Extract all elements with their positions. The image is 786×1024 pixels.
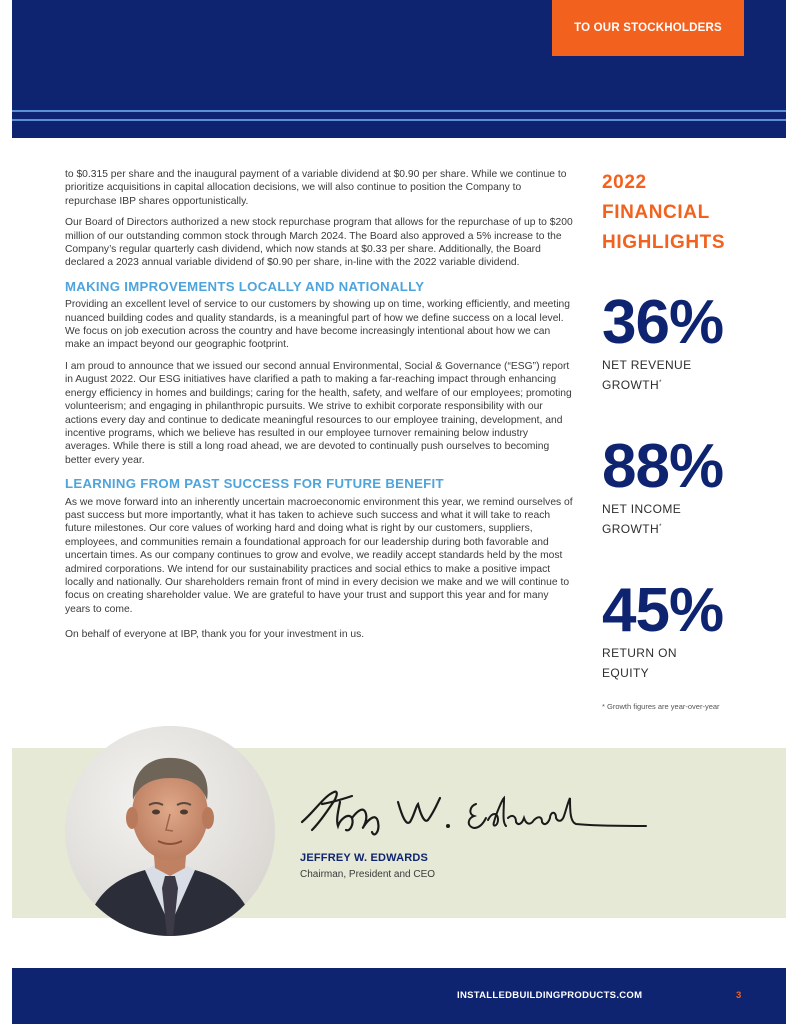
stat-label-line2: GROWTH* — [602, 522, 662, 536]
closing-paragraph: On behalf of everyone at IBP, thank you for your investment in us. — [65, 629, 365, 641]
stat-label — [602, 500, 772, 538]
stat-value: 36% — [602, 288, 724, 357]
highlights-title-line2: FINANCIAL — [602, 202, 710, 223]
header-rule-top — [12, 110, 786, 112]
stat-label-line2: EQUITY — [602, 666, 650, 680]
paragraph: to $0.315 per share and the inaugural payment of a variable dividend at $0.90 per share. While we continue to prioritize acquisitions in capital allocation decisions, we will also continue to position the Company to repurchase IBP shares opportunistically. — [65, 169, 567, 207]
highlights-footnote: * Growth figures are year-over-year — [602, 702, 720, 711]
signer-title: Chairman, President and CEO — [300, 869, 436, 880]
header-rule-bottom — [12, 119, 786, 121]
section-tab: TO OUR STOCKHOLDERS — [552, 0, 744, 56]
footnote-mark: * — [659, 380, 662, 386]
footnote-mark: * — [659, 524, 662, 530]
page-number: 3 — [736, 990, 742, 1001]
stat-label-line1: NET INCOME — [602, 502, 682, 516]
website-link[interactable]: INSTALLEDBUILDINGPRODUCTS.COM — [457, 990, 643, 1001]
stat-label-line1: NET REVENUE — [602, 358, 692, 372]
footer-band — [12, 968, 786, 1024]
financial-highlights — [602, 168, 772, 711]
section-heading: LEARNING FROM PAST SUCCESS FOR FUTURE BENEFIT — [65, 476, 444, 492]
signature-image — [294, 782, 654, 842]
highlights-title-year: 2022 — [602, 172, 647, 193]
stat-value: 88% — [602, 432, 724, 501]
stat-net-revenue — [602, 288, 772, 394]
ceo-portrait — [65, 726, 275, 936]
stat-net-income — [602, 432, 772, 538]
stat-label — [602, 644, 772, 682]
highlights-title — [602, 168, 772, 258]
stat-label — [602, 356, 772, 394]
signer-name: JEFFREY W. EDWARDS — [300, 852, 429, 864]
stat-return-on-equity — [602, 576, 772, 682]
highlights-title-line3: HIGHLIGHTS — [602, 232, 726, 253]
stat-value: 45% — [602, 576, 724, 645]
stat-label-line2: GROWTH* — [602, 378, 662, 392]
portrait-illustration — [65, 726, 275, 936]
letter-body — [65, 168, 573, 650]
paragraph: Our Board of Directors authorized a new stock repurchase program that allows for the repurchase of up to $200 million of our outstanding common stock through March 2024. The Board also approved a 5% increase to the Company’s regular quarterly cash dividend, which now stands at $0.33 per share. Additionally, the Board declared a 2023 annual variable dividend of $0.90 per share, in-line with the 2022 variable dividend. — [65, 217, 573, 269]
paragraph: Providing an excellent level of service to our customers by showing up on time, working efficiently, and meeting nuanced building codes and quality standards, is a meaningful part of how we define success on a local level. We focus on job execution across the country and have become increasingly intentional about how we can make an impact beyond our geographic footprint. — [65, 299, 570, 351]
paragraph: As we move forward into an inherently uncertain macroeconomic environment this year, we remind ourselves of past success but more importantly, what it has taken to achieve such success and what it will take to reach future milestones. Our core values of working hard and doing what is right by our customers, suppliers, employees, and communities remain a foundational approach for our leadership during both favorable and uncertain times. As our company continues to grow and evolve, we readily accept standards held by the most admired corporations. We intend for our sustainability practices and social ethics to make a positive impact locally and nationally. Our shareholders remain front of mind in every decision we make and we will continue to focus on creating shareholder value. We are grateful to have your trust and support this year and for many years to come. — [65, 496, 573, 615]
section-heading: MAKING IMPROVEMENTS LOCALLY AND NATIONALLY — [65, 278, 425, 294]
paragraph: I am proud to announce that we issued our second annual Environmental, Social & Governance (“ESG”) report in August 2022. Our ESG initiatives have clarified a path to making a far-reaching impact through enhancing energy efficiency in homes and buildings; caring for the health, safety, and welfare of our employees; promoting volunteerism; and engaging in philanthropic pursuits. We strive to exhibit corporate responsibility with our actions every day and continue to dedicate meaningful resources to our employee training, development, and incentive programs, which we believe has resulted in our employee turnover remaining below industry averages. While there is still a long road ahead, we are devoted to continually push ourselves to becoming better every year. — [65, 360, 572, 466]
stat-label-line1: RETURN ON — [602, 646, 677, 660]
